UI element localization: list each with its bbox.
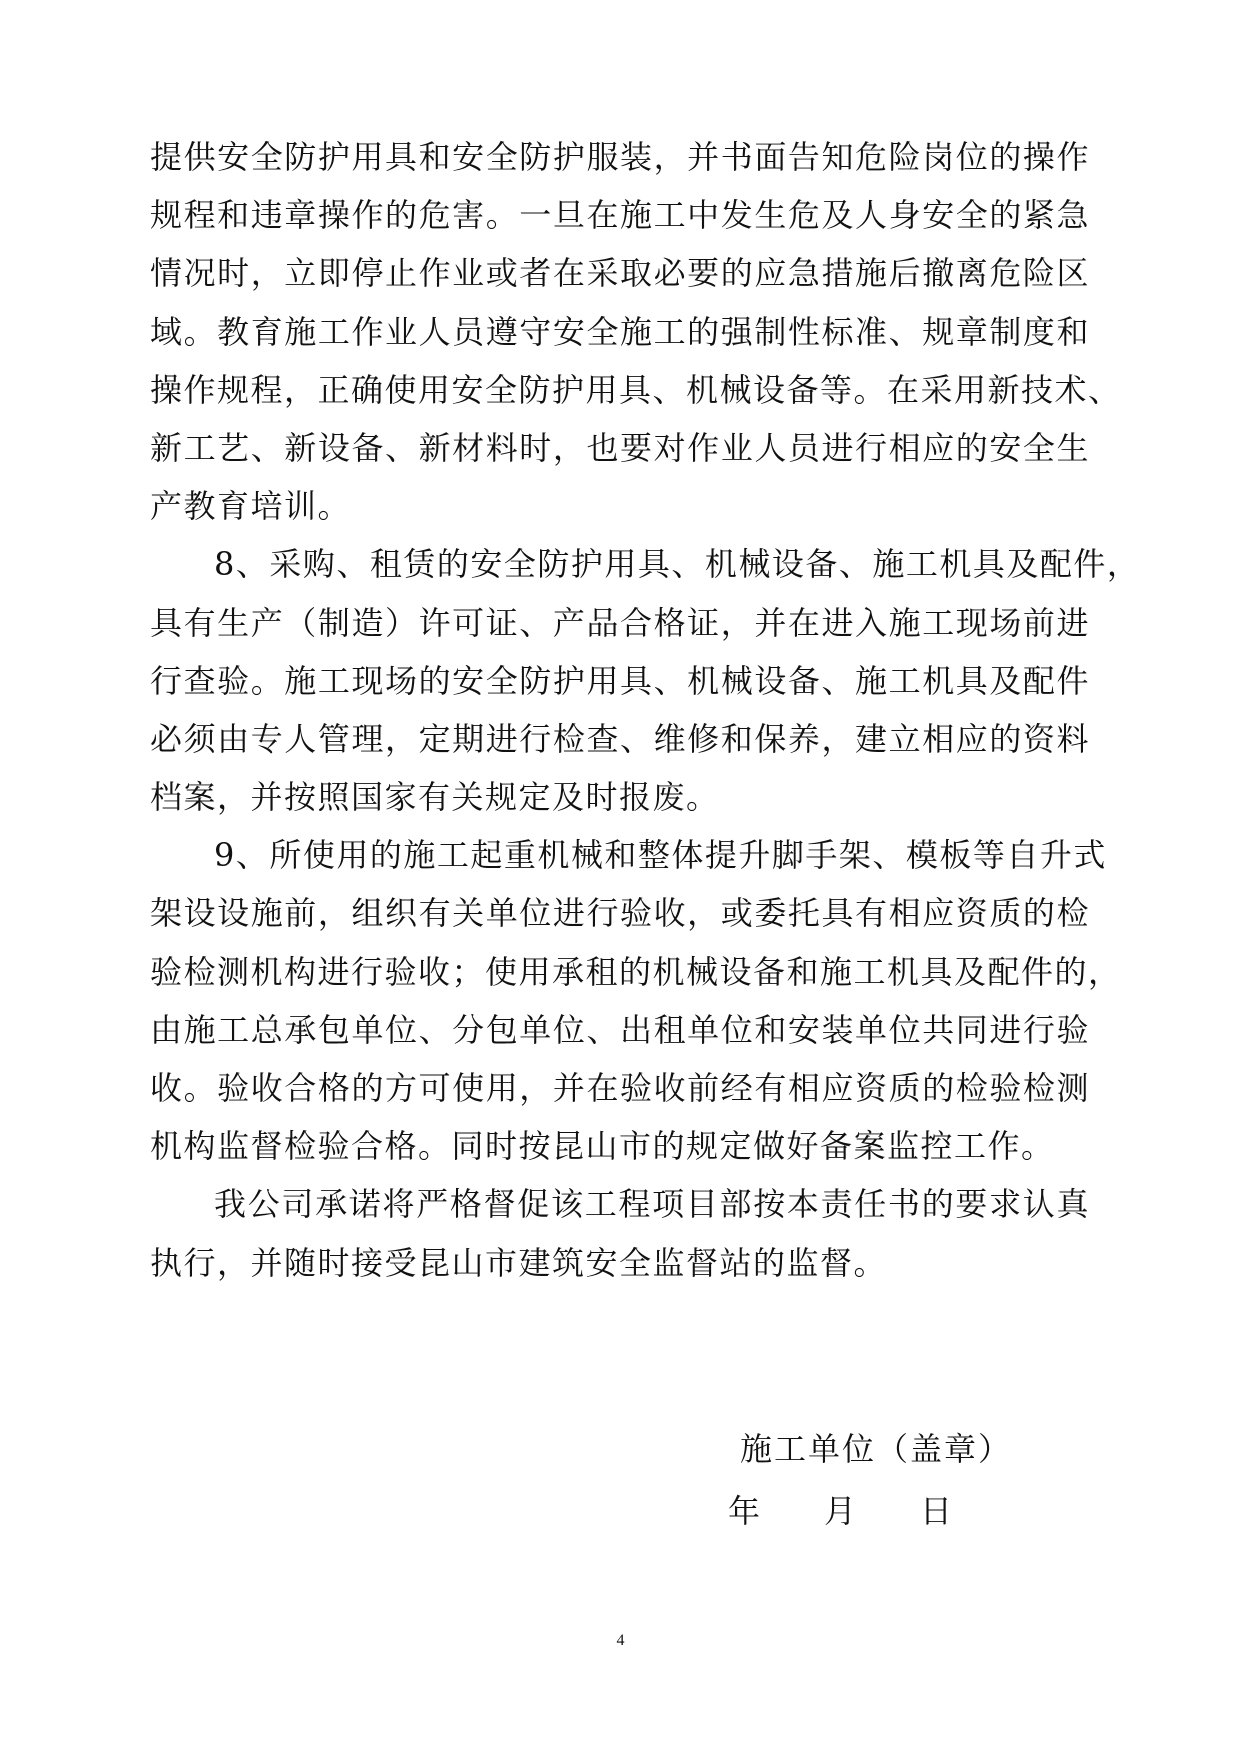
text-line: 架设设施前，组织有关单位进行验收，或委托具有相应资质的检	[150, 894, 1090, 933]
date-day-label: 日	[920, 1492, 955, 1530]
text-line: 由施工总承包单位、分包单位、出租单位和安装单位共同进行验	[150, 1010, 1090, 1049]
text-line: 产教育培训。	[150, 487, 352, 526]
text-line: 操作规程，正确使用安全防护用具、机械设备等。在采用新技术、	[150, 370, 1122, 409]
text-line: 必须由专人管理，定期进行检查、维修和保养，建立相应的资料	[150, 719, 1090, 758]
signature-block	[728, 1420, 1060, 1530]
page-number: 4	[616, 1632, 625, 1649]
signature-unit-label: 施工单位（盖章）	[740, 1430, 1013, 1468]
date-month-label: 月	[824, 1492, 859, 1530]
text-line: 行查验。施工现场的安全防护用具、机械设备、施工机具及配件	[150, 661, 1090, 700]
text-line: 域。教育施工作业人员遵守安全施工的强制性标准、规章制度和	[150, 312, 1090, 351]
text-line: 我公司承诺将严格督促该工程项目部按本责任书的要求认真	[214, 1185, 1090, 1224]
text-line: 情况时，立即停止作业或者在采取必要的应急措施后撤离危险区	[150, 254, 1090, 293]
text-line: 新工艺、新设备、新材料时，也要对作业人员进行相应的安全生	[150, 428, 1090, 467]
text-line: 规程和违章操作的危害。一旦在施工中发生危及人身安全的紧急	[150, 196, 1090, 235]
text-line: 8、采购、租赁的安全防护用具、机械设备、施工机具及配件，	[214, 545, 1141, 584]
text-line: 档案，并按照国家有关规定及时报废。	[150, 778, 720, 817]
date-year-label: 年	[728, 1492, 763, 1530]
signature-date	[728, 1482, 968, 1540]
text-line: 机构监督检验合格。同时按昆山市的规定做好备案监控工作。	[150, 1127, 1055, 1166]
text-line: 执行，并随时接受昆山市建筑安全监督站的监督。	[150, 1243, 888, 1282]
document-body	[150, 128, 1141, 1292]
text-line: 具有生产（制造）许可证、产品合格证，并在进入施工现场前进	[150, 603, 1090, 642]
text-line: 收。验收合格的方可使用，并在验收前经有相应资质的检验检测	[150, 1069, 1090, 1107]
text-line: 9、所使用的施工起重机械和整体提升脚手架、模板等自升式	[214, 836, 1107, 875]
text-line: 提供安全防护用具和安全防护服装，并书面告知危险岗位的操作	[150, 138, 1090, 176]
text-line: 验检测机构进行验收；使用承租的机械设备和施工机具及配件的，	[150, 952, 1122, 991]
